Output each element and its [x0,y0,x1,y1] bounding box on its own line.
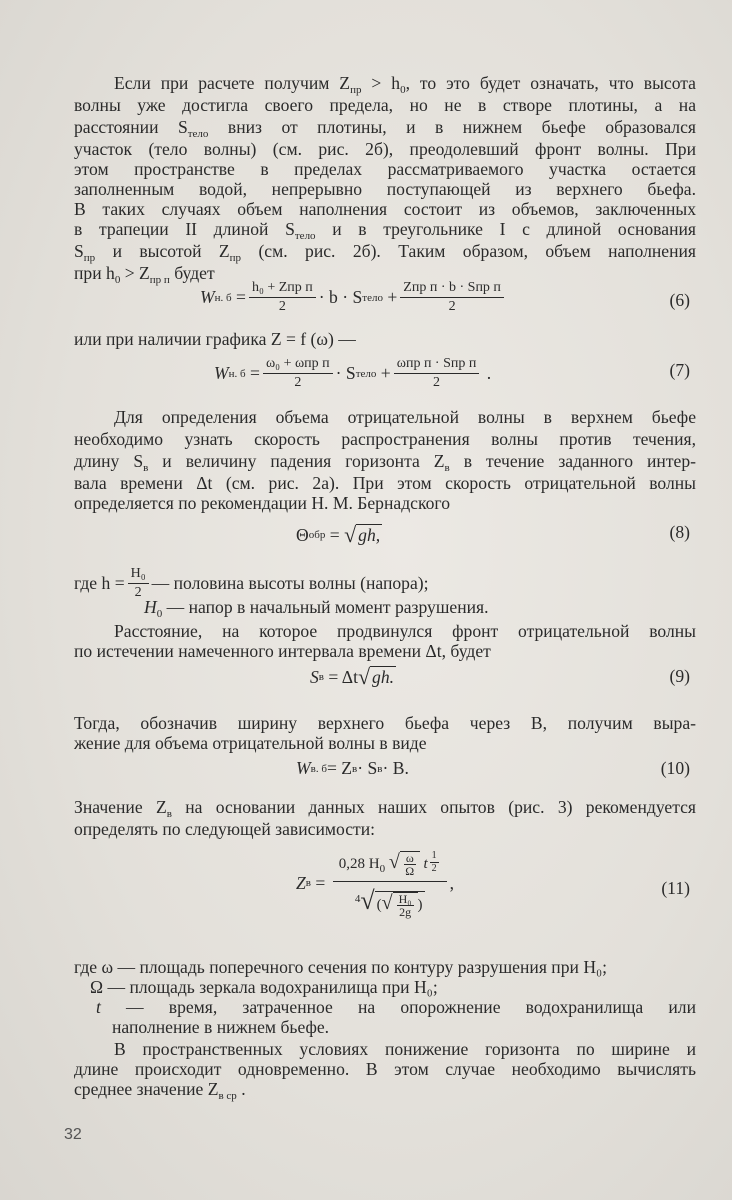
p1-line2: волны уже достигла своего предела, но не в створе плотины, а на [74,95,696,115]
p3-line2: по истечении намеченного интервала времени Δt, будет [74,641,491,661]
where-h: где h = $\frac{\text{H₀}}{2}$ — половина высоты волны (напора); [74,566,429,600]
equation-8: Θ обр = √ gh, [296,522,381,547]
p1-line6: заполненным водой, непрерывно поступающей из верхнего бьефа. [74,179,696,199]
p6-line2: длине происходит одновременно. В этом случае необходимо вычислять [74,1059,696,1079]
equation-6: W н. б = $\frac{\text{h₀ + Zпр п}}{2}$ · b · S тело + $\frac{\text{Zпр п · b · Sпр п}}{2}$ [200,280,507,315]
p1-line8: в трапеции II длиной $S_{тело}$ и в треугольнике I с длиной основания [74,219,696,242]
p2-line5: определяется по рекомендации Н. М. Бернадского [74,493,450,513]
p4-line2: жение для объема отрицательной волны в виде [74,733,427,753]
equation-9-number: (9) [669,666,690,686]
p1-line3: расстоянии $S_{тело}$ вниз от плотины, и в нижнем бьефе образовался [74,117,696,140]
equation-7-number: (7) [669,360,690,380]
equation-6-number: (6) [669,290,690,310]
equation-8-number: (8) [669,522,690,542]
def-t: t — время, затраченное на опорожнение водохранилища или [96,997,696,1017]
p1-line7: В таких случаях объем наполнения состоит из объемов, заключенных [74,199,696,219]
p5-line2: определять по следующей зависимости: [74,819,376,839]
p2-line1: Для определения объема отрицательной волны в верхнем бьефе [114,407,696,427]
p6-line3: среднее значение $Z_{в ср}$ . [74,1079,246,1102]
p1-line9: $S_{пр}$ и высотой $Z_{пр}$ (см. рис. 2б). Таким образом, объем наполнения [74,241,697,264]
p6-line1: В пространственных условиях понижение горизонта по ширине и [114,1039,696,1059]
p3-line1: Расстояние, на которое продвинулся фронт отрицательной волны [114,621,696,641]
p1-line4: участок (тело волны) (см. рис. 2б), преодолевший фронт волны. При [74,139,696,159]
where-H0: $H_0$ — напор в начальный момент разрушения. [144,597,489,620]
p1-line1: Если при расчете получим $Z_{пр} > h_0$, то это будет означать, что высота [114,73,696,96]
p1-line10: при $h_0 > Z_{пр п}$ будет [74,263,215,286]
eq11-fraction: 0,28 $H_0$ √ $\frac{\omega}{\Omega}$ t $\frac{1}{2}$ $^4$√ (√ $\frac{\text{H₀}}{2g}$ ) [333,848,447,918]
def-omega: где ω — площадь поперечного сечения по контуру разрушения при H₀; [74,957,608,977]
def-Omega: Ω — площадь зеркала водохранилища при H₀; [90,977,438,997]
p4-line1: Тогда, обозначив ширину верхнего бьефа через B, получим выра- [74,713,696,733]
p2-line3: длину $S_в$ и величину падения горизонта $Z_в$ в течение заданного интер- [74,451,697,474]
graph-line: или при наличии графика Z = f (ω) — [74,329,356,349]
equation-11: Z в = 0,28 $H_0$ √ $\frac{\omega}{\Omega}$ t $\frac{1}{2}$ $^4$√ (√ $\frac{\text{H₀}}{2g}$ ) , [296,850,455,920]
equation-11-number: (11) [661,878,690,898]
equation-9: S в = Δt √ gh. [310,664,395,689]
equation-7: W н. б = $\frac{\text{ω₀ + ωпр п}}{2}$ · S тело + $\frac{\text{ωпр п · Sпр п}}{2}$ . [214,356,492,390]
p2-line2: необходимо узнать скорость распространения волны против течения, [74,429,696,449]
p2-line4: вала времени Δt (см. рис. 2а). При этом скорость отрицательной волны [74,473,696,493]
def-t-cont: наполнение в нижнем бьефе. [112,1017,330,1037]
page-number: 32 [64,1126,82,1143]
p1-line5: этом пространстве в пределах рассматриваемого участка остается [74,159,696,179]
equation-10: W в. б = Z в · S в · B. [296,758,409,778]
p5-line1: Значение $Z_в$ на основании данных наших опытов (рис. 3) рекомендуется [74,797,696,820]
equation-10-number: (10) [660,758,690,778]
